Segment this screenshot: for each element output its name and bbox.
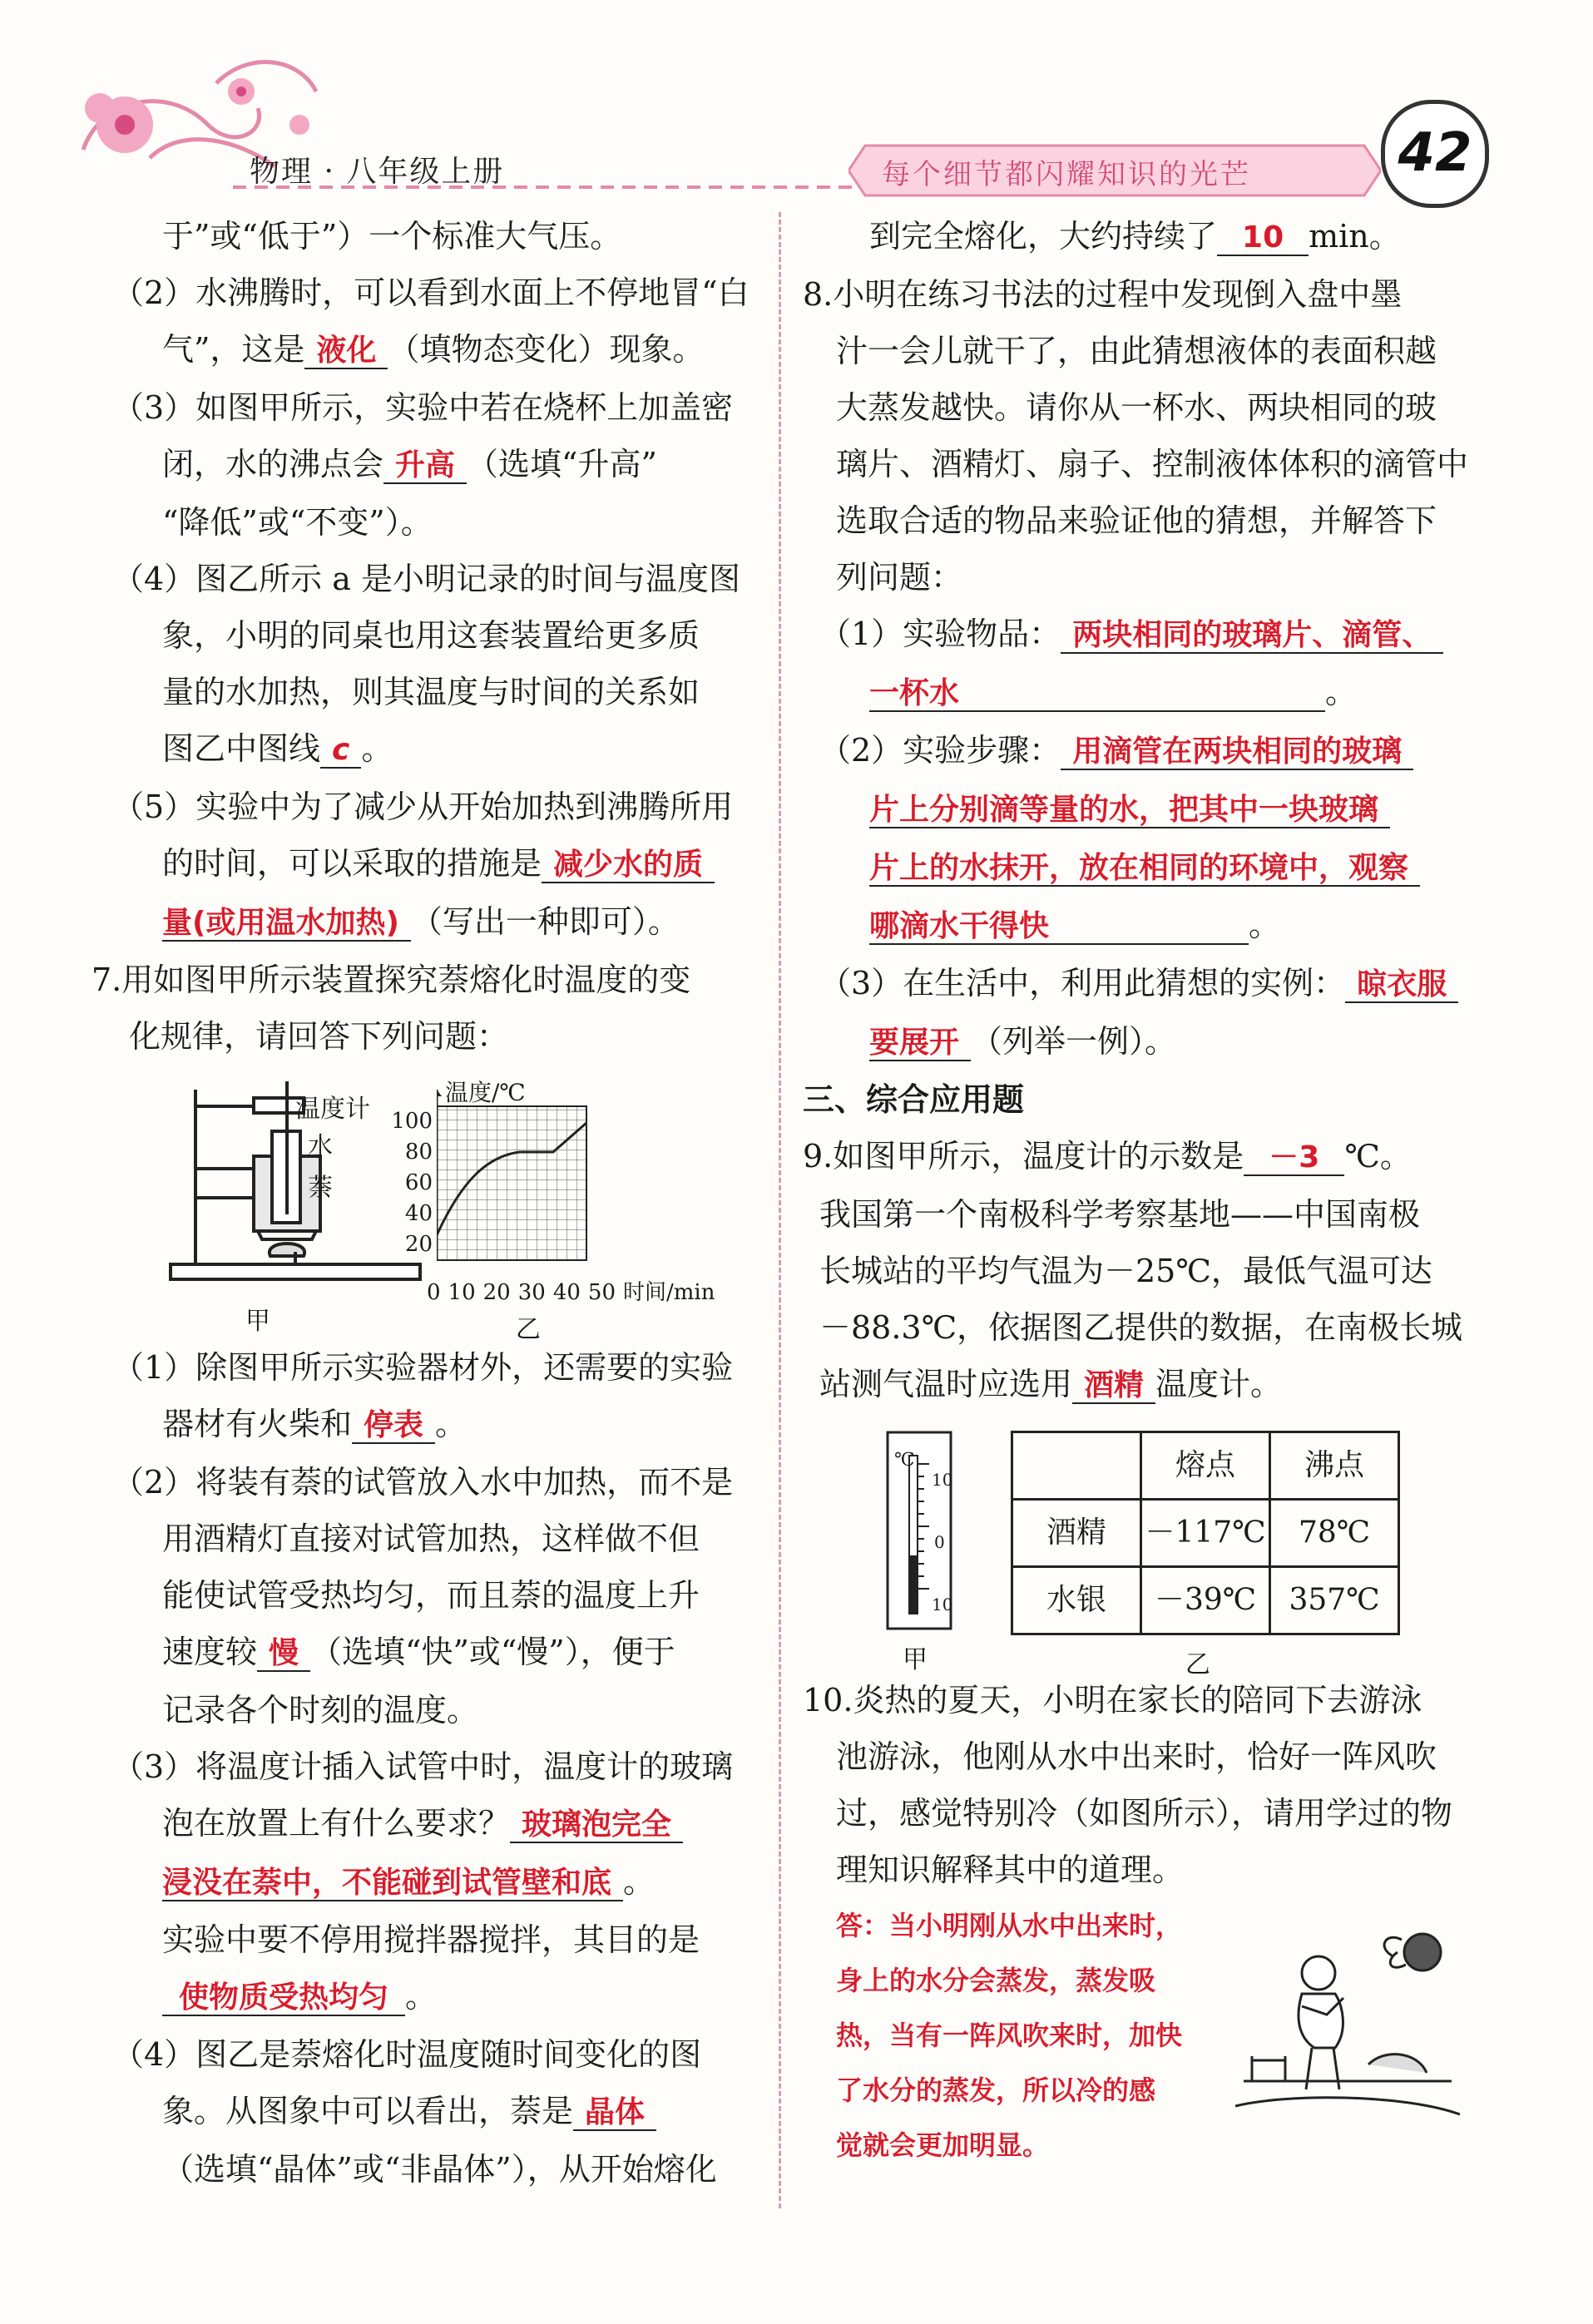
answer-line: 觉就会更加明显。 [836,2129,1050,2161]
table-row [1012,1432,1399,1500]
q8-2 [819,722,1477,780]
figure9-caption-jia: 甲 [903,1645,928,1674]
q6-3-text-b2: （选填“升高” [467,446,657,482]
q7-2-e: 记录各个时刻的温度。 [162,1692,479,1728]
answer-steps-2: 片上分别滴等量的水，把其中一块玻璃 [869,793,1390,828]
q6-4-text-d2: 。 [361,730,393,767]
figure-caption-yi: 乙 [516,1315,541,1344]
q8-2-c [819,838,1477,897]
answer-reduce-water-2: 量(或用温水加热) [162,906,411,942]
page-number: 42 [1381,100,1489,208]
section-3-title: 三、综合应用题 [803,1081,1025,1118]
answer-line: 了水分的蒸发，所以冷的感 [836,2074,1156,2106]
figure-9 [819,1414,1477,1679]
column-divider [779,212,781,2208]
q8-3 [819,955,1477,1013]
q9-b: 我国第一个南极科学考察基地——中国南极 [819,1196,1421,1233]
q6-4: （4）图乙所示 a 是小明记录的时间与温度图 [112,561,740,597]
answer-example-2: 要展开 [869,1026,971,1061]
q8-3-b [819,1013,1477,1071]
q7-3-text-e2: 。 [405,1978,438,2015]
q8-2-text-a: （2）实验步骤： [819,732,1061,769]
q8-c: 大蒸发越快。请你从一杯水、两块相同的玻 [836,389,1437,426]
q6-3 [112,379,761,436]
q6-tail: 于”或“低于”）一个标准大气压。 [162,218,622,255]
temperature-time-chart [437,1090,636,1264]
swimmer-cold-wind-icon [1235,1915,1460,2131]
page-header [0,0,1593,208]
table-cell: 78℃ [1270,1500,1399,1567]
q8-3-text-a: （3）在生活中，利用此猜想的实例： [819,965,1346,1001]
q7-4: （4）图乙是萘熔化时温度随时间变化的图 [112,2036,702,2073]
q6-3-cont [112,436,761,494]
figure9-caption-yi: 乙 [1185,1650,1210,1679]
q6-2-cont [112,321,761,379]
q9-text-a2: ℃。 [1344,1138,1412,1174]
q7-1-b [112,1396,761,1454]
q6-5-b [112,835,761,893]
q8-2-b [819,780,1477,838]
q6-5-text-b1: 的时间，可以采取的措施是 [162,845,542,882]
figure-7 [112,1065,761,1344]
answer-steps-4: 哪滴水干得快 [869,909,1249,945]
q7-2-c: 能使试管受热均匀，而且萘的温度上升 [162,1577,700,1614]
q10-b: 池游泳，他刚从水中出来时，恰好一阵风吹 [836,1738,1437,1775]
q7-1-text-b1: 器材有火柴和 [162,1406,353,1442]
table-cell: －39℃ [1141,1567,1270,1634]
q8-e: 选取合适的物品来验证他的猜想，并解答下 [836,502,1437,539]
q8-f: 列问题： [836,559,963,596]
q7-3-d: 实验中要不停用搅拌器搅拌，其目的是 [162,1921,700,1958]
q7-4-text-b1: 象。从图象中可以看出，萘是 [162,2093,574,2129]
q9-e [819,1356,1477,1414]
answer-rise: 升高 [383,448,467,484]
answer-liquefaction: 液化 [304,334,388,369]
ytick: 80 [404,1140,433,1164]
table-row [1012,1500,1399,1567]
q6-3-text-b1: 闭，水的沸点会 [162,446,384,482]
q7-3-text-b1: 泡在放置上有什么要求？ [162,1805,511,1842]
thermo-tick-top: 10 [932,1470,953,1490]
answer-reduce-water-1: 减少水的质 [542,848,715,883]
q8-2-d [819,897,1477,955]
q6-2 [112,265,761,321]
q6-4-d [112,720,761,779]
q9-text-a1: 9.如图甲所示，温度计的示数是 [803,1138,1244,1174]
label-naphthalene: 萘 [308,1174,333,1203]
answer-stopwatch: 停表 [352,1408,435,1444]
q7-3-e [112,1968,761,2026]
q7-3-b [112,1795,761,1853]
chart-ylabel: 温度/℃ [445,1079,526,1106]
answer-line: 答：当小明刚从水中出来时， [836,1910,1183,1941]
q9-a [803,1128,1477,1186]
q7-1: （1）除图甲所示实验器材外，还需要的实验 [112,1349,734,1386]
q6-4-c: 量的水加热，则其温度与时间的关系如 [162,674,700,710]
q6-2-text-b2: （填物态变化）现象。 [388,331,705,368]
q6-5-c [112,893,761,952]
table-cell: 酒精 [1012,1500,1141,1567]
q10-a: 10.炎热的夏天，小明在家长的陪同下去游泳 [803,1682,1422,1718]
q7-2-text-d1: 速度较 [162,1634,258,1670]
q8-1-end: 。 [1325,674,1358,710]
q8-b: 汁一会儿就干了，由此猜想液体的表面积越 [836,333,1437,369]
book-subject: 物理 · 八年级上册 [250,155,505,189]
q6-2-text-b1: 气”，这是 [162,331,305,368]
q8-d: 璃片、酒精灯、扇子、控制液体体积的滴管中 [836,446,1469,482]
answer-minus-3: －3 [1244,1140,1344,1176]
slogan: 每个细节都闪耀知识的光芒 [882,158,1251,191]
q10-d: 理知识解释其中的道理。 [836,1852,1185,1888]
label-water: 水 [308,1132,333,1161]
answer-crystal: 晶体 [573,2095,656,2131]
melting-boiling-table [1011,1431,1400,1635]
chart-xlabel: 时间/min [623,1280,715,1305]
table-cell: 沸点 [1270,1432,1399,1500]
xtick: 20 [482,1280,511,1305]
answer-alcohol: 酒精 [1072,1368,1155,1404]
q9-text-e2: 温度计。 [1155,1366,1283,1402]
q7-a: 7.用如图甲所示装置探究萘熔化时温度的变 [92,962,691,998]
answer-line: 身上的水分会蒸发，蒸发吸 [836,1965,1156,1996]
q8-a: 8.小明在练习书法的过程中发现倒入盘中墨 [803,276,1403,313]
answer-example-1: 晾衣服 [1345,967,1458,1003]
xtick: 40 [552,1280,581,1305]
answer-steps-1: 用滴管在两块相同的玻璃 [1061,734,1413,770]
q7-2: （2）将装有萘的试管放入水中加热，而不是 [112,1464,734,1501]
q8-1-text-a: （1）实验物品： [819,616,1061,652]
table-cell [1012,1432,1141,1500]
q7-4-text-d1: 到完全熔化，大约持续了 [869,218,1218,255]
q6-5: （5）实验中为了减少从开始加热到沸腾所用 [112,789,734,825]
q7-b: 化规律，请回答下列问题： [129,1018,509,1055]
thermo-tick-bot: 10 [932,1595,953,1614]
q7-3: （3）将温度计插入试管中时，温度计的玻璃 [112,1748,734,1785]
q8-2-end: 。 [1249,907,1281,943]
q10-c: 过，感觉特别冷（如图所示），请用学过的物 [836,1795,1453,1832]
table-cell: 熔点 [1141,1432,1270,1500]
q8-1-b [819,664,1477,722]
answer-materials-1: 两块相同的玻璃片、滴管、 [1061,618,1443,654]
q9-c: 长城站的平均气温为－25℃，最低气温可达 [819,1253,1432,1289]
table-cell: 水银 [1012,1567,1141,1634]
q10-answer [836,1898,1219,2173]
q6-3-text-a: （3）如图甲所示，实验中若在烧杯上加盖密 [112,389,734,426]
q9-d: －88.3℃，依据图乙提供的数据，在南极长城 [819,1309,1463,1346]
q7-1-text-b2: 。 [435,1406,468,1442]
xtick: 50 [587,1280,616,1305]
q7-4-text-d2: min。 [1309,218,1401,255]
ytick: 100 [391,1109,433,1134]
thermo-unit: ℃ [894,1450,915,1471]
xtick: 30 [517,1280,546,1305]
q6-2-text-a: （2）水沸腾时，可以看到水面上不停地冒“白 [112,274,750,311]
q8-3-end: （列举一例）。 [971,1023,1177,1060]
answer-line: 热，当有一阵风吹来时，加快 [836,2020,1183,2051]
xtick: 10 [448,1280,476,1305]
left-column [92,208,761,2198]
q7-2-b: 用酒精灯直接对试管加热，这样做不但 [162,1520,700,1557]
right-column [803,208,1477,2198]
q6-4-text-d1: 图乙中图线 [162,730,321,767]
q6-3-cont2: “降低”或“不变”）。 [162,504,433,541]
answer-materials-2: 一杯水 [869,676,1325,712]
q8-1 [819,606,1477,664]
answer-stir: 使物质受热均匀 [162,1980,405,2016]
q7-3-c [112,1853,761,1911]
chart-xticks [427,1264,715,1321]
q7-2-d [112,1624,761,1682]
table-row [1012,1567,1399,1634]
q7-2-text-d2: （选填“快”或“慢”），便于 [310,1634,675,1670]
q9-text-e1: 站测气温时应选用 [819,1366,1073,1402]
answer-10-min: 10 [1217,220,1309,256]
q7-4-c: （选填“晶体”或“非晶体”），从开始熔化 [162,2151,717,2188]
ytick: 40 [404,1201,433,1226]
label-thermometer: 温度计 [295,1095,370,1124]
q10-answer-block [819,1898,1477,2198]
ytick: 60 [404,1170,433,1195]
table-cell: 357℃ [1270,1567,1399,1634]
q7-4-d [819,208,1477,266]
chart-yticks [391,1106,433,1260]
q7-3-text-c2: 。 [623,1863,656,1900]
thermo-tick-mid: 0 [934,1532,945,1552]
xtick: 0 [427,1280,441,1305]
figure-caption-jia: 甲 [245,1307,270,1336]
q6-5-text-c2: （写出一种即可）。 [410,903,680,940]
q7-4-b [112,2083,761,2141]
ytick: 20 [404,1232,433,1257]
answer-steps-3: 片上的水抹开，放在相同的环境中，观察 [869,851,1420,887]
answer-bulb-2: 浸没在萘中，不能碰到试管壁和底 [162,1866,623,1901]
q6-4-b: 象，小明的同桌也用这套装置给更多质 [162,617,700,654]
answer-line-c: c [320,733,361,769]
table-cell: －117℃ [1141,1500,1270,1567]
answer-slow: 慢 [257,1636,310,1672]
answer-bulb-1: 玻璃泡完全 [510,1807,683,1843]
